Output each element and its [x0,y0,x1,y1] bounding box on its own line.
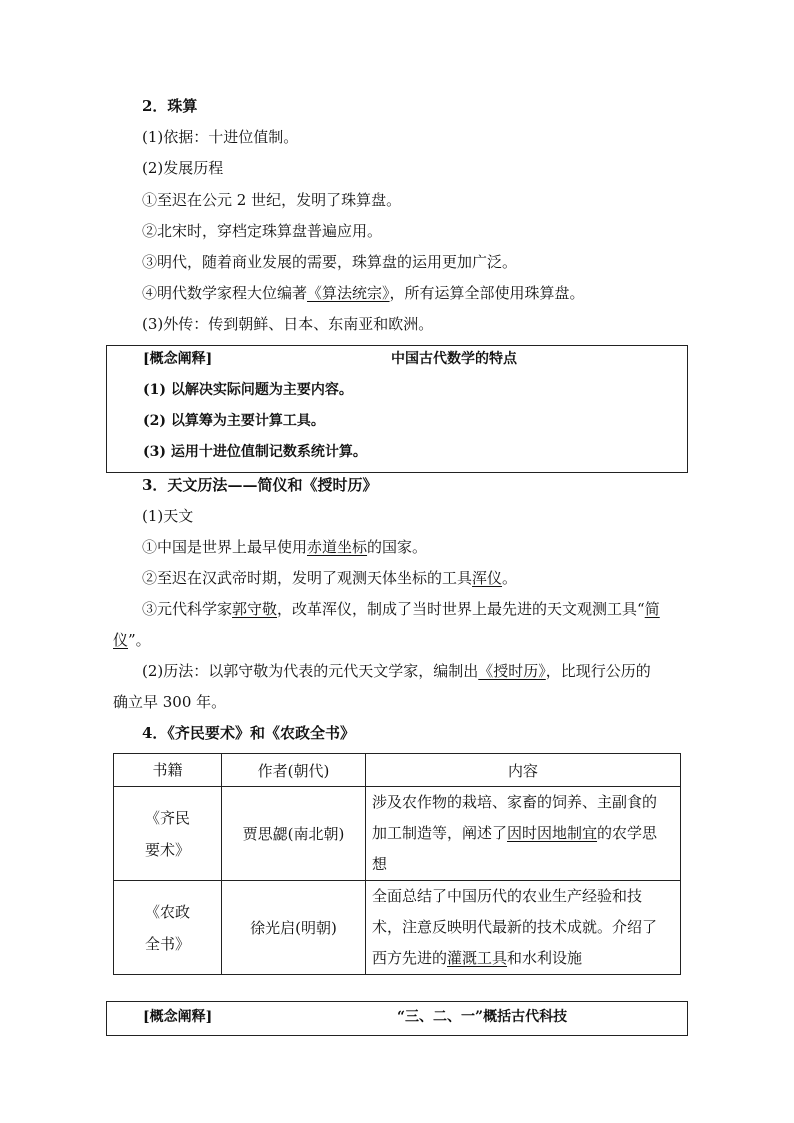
abacus-spread: (3)外传：传到朝鲜、日本、东南亚和欧洲。 [142,315,434,333]
concept-box-math-features [106,345,688,473]
book-title-line: 要术》 [144,840,190,859]
text-fragment: 。 [502,569,518,587]
content-line: 想 [372,855,388,873]
book-title-line: 《齐民 [144,808,190,827]
agri-heading: 4．《齐民要术》和《农政全书》 [142,724,355,742]
astronomy-calendar [142,661,651,681]
content-line: 涉及农作物的栽培、家畜的饲养、主副食的 [372,793,658,811]
table-row [114,787,681,881]
text-fragment: ②至迟在汉武帝时期，发明了观测天体坐标的工具 [142,569,473,587]
astronomy-sub-1: (1)天文 [142,507,194,525]
text-fragment: ③元代科学家 [142,600,233,618]
astronomy-item-3-cont [113,630,151,650]
concept-item: (3) 运用十进位值制记数系统计算。 [143,444,367,460]
abacus-dev-4-post: ，所有运算全部使用珠算盘。 [389,284,585,302]
astronomy-calendar-cont: 确立早 300 年。 [113,693,227,711]
underlined-term: 《授时历》 [478,662,546,680]
table-row [114,881,681,975]
astronomy-heading: 3．天文历法——简仪和《授时历》 [142,476,378,494]
abacus-dev-4 [142,283,585,303]
content-line: 全面总结了中国历代的农业生产经验和技 [372,887,643,905]
underlined-term: 赤道坐标 [307,538,368,556]
text-fragment: 加工制造等，阐述了 [372,824,508,842]
content-line [372,818,676,849]
astronomy-item-1 [142,537,427,557]
concept-title: “三、二、一”概括古代科技 [397,1009,568,1025]
book-cell [114,881,222,975]
text-fragment: 的农学思 [597,824,658,842]
concept-box-tech-summary [106,1001,688,1036]
abacus-dev-4-pre: ④明代数学家程大位编著 [142,284,308,302]
abacus-basis: (1)依据：十进位值制。 [142,128,299,146]
text-fragment: ①中国是世界上最早使用 [142,538,308,556]
underlined-term: 灌溉工具 [447,949,508,967]
concept-tag: [概念阐释] [143,1009,213,1025]
abacus-dev-4-book: 《算法统宗》 [307,284,390,302]
agri-books-table [113,753,681,975]
header-content: 内容 [366,754,681,787]
header-author: 作者(朝代) [222,754,366,787]
text-fragment: 和水利设施 [507,949,583,967]
content-cell [366,787,681,881]
concept-item: (1) 以解决实际问题为主要内容。 [143,382,353,398]
abacus-dev-3: ③明代，随着商业发展的需要，珠算盘的运用更加广泛。 [142,253,518,271]
underlined-term: 郭守敬 [232,600,278,618]
book-title-line: 《农政 [144,902,190,921]
text-fragment: 的国家。 [367,538,428,556]
author-cell: 徐光启(明朝) [222,881,366,975]
text-fragment: (2)历法：以郭守敬为代表的元代天文学家，编制出 [142,662,479,680]
underlined-term: 简 [644,600,660,618]
content-line: 术，注意反映明代最新的技术成就。介绍了 [372,918,658,936]
abacus-dev-1: ①至迟在公元 2 世纪，发明了珠算盘。 [142,191,402,209]
concept-tag: [概念阐释] [143,351,213,367]
text-fragment: ，改革浑仪，制成了当时世界上最先进的天文观测工具“ [277,600,645,618]
abacus-heading: 2．珠算 [142,97,198,115]
abacus-dev-2: ②北宋时，穿档定珠算盘普遍应用。 [142,222,383,240]
underlined-term: 仪 [113,631,129,649]
content-cell [366,881,681,975]
text-fragment: ，比现行公历的 [545,662,651,680]
abacus-development-title: (2)发展历程 [142,159,224,177]
astronomy-item-3 [142,599,660,619]
concept-item: (2) 以算筹为主要计算工具。 [143,413,325,429]
astronomy-item-2 [142,568,517,588]
content-line [372,943,676,974]
text-fragment: ”。 [128,631,151,649]
book-title-line: 全书》 [144,934,190,953]
concept-title: 中国古代数学的特点 [391,351,517,367]
underlined-term: 浑仪 [472,569,503,587]
header-book: 书籍 [114,754,222,787]
text-fragment: 西方先进的 [372,949,448,967]
book-cell [114,787,222,881]
table-header-row [114,754,681,787]
underlined-term: 因时因地制宜 [507,824,598,842]
author-cell: 贾思勰(南北朝) [222,787,366,881]
